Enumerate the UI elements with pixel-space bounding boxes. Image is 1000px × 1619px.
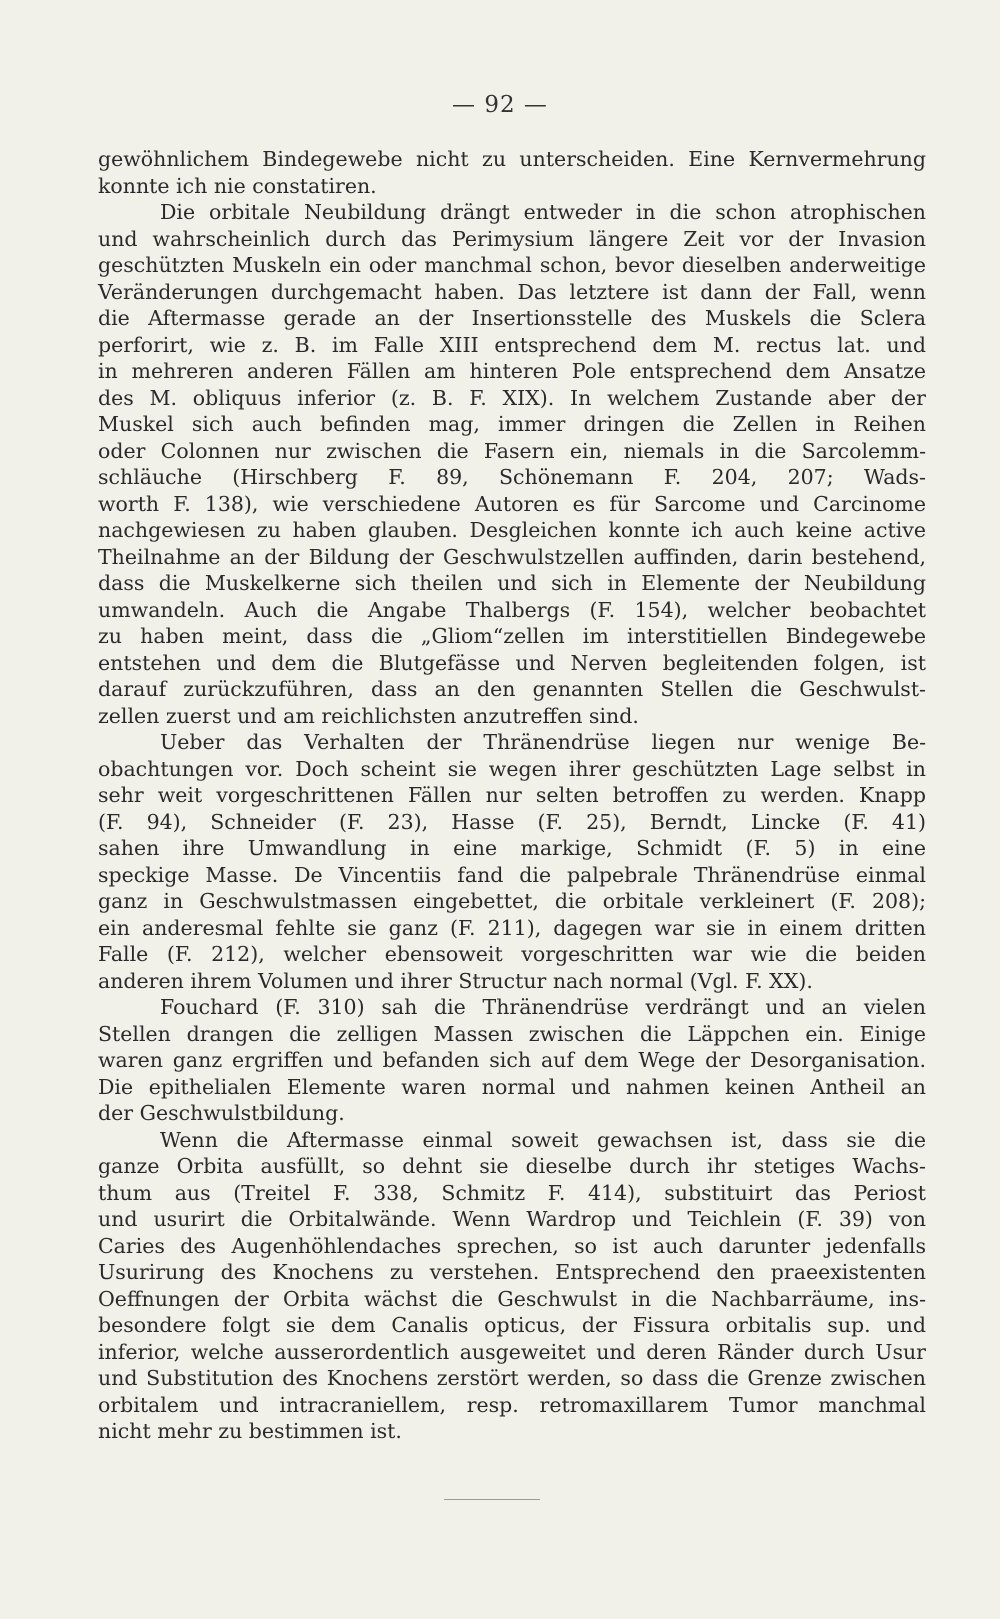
text-line: oder Colonnen nur zwischen die Fasern ein, niemals in die Sarcolemm- [98, 438, 926, 463]
text-line: umwandeln. Auch die Angabe Thalbergs (F. 154), welcher beobachtet [98, 597, 926, 622]
text-line: Stellen drangen die zelligen Massen zwischen die Läppchen ein. Einige [98, 1021, 926, 1046]
text-line: in mehreren anderen Fällen am hinteren Pole entsprechend dem Ansatze [98, 359, 926, 383]
text-line: schläuche (Hirschberg F. 89, Schönemann F. 204, 207; Wads- [98, 465, 926, 489]
page-number: — 92 — [452, 92, 548, 118]
text-line: und Substitution des Knochens zerstört werden, so dass die Grenze zwischen [98, 1366, 926, 1390]
text-line: entstehen und dem die Blutgefässe und Nerven begleitenden folgen, ist [98, 650, 926, 675]
text-line: die Aftermasse gerade an der Insertionsstelle des Muskels die Sclera [98, 306, 926, 330]
text-line: zellen zuerst und am reichlichsten anzutreffen sind. [98, 703, 639, 728]
text-line: ganze Orbita ausfüllt, so dehnt sie dieselbe durch ihr stetiges Wachs- [98, 1154, 926, 1178]
text-line: der Geschwulstbildung. [98, 1101, 345, 1125]
text-line: Muskel sich auch befinden mag, immer dringen die Zellen in Reihen [98, 412, 926, 436]
text-line: sahen ihre Umwandlung in eine markige, Schmidt (F. 5) in eine [98, 836, 926, 860]
text-line: anderen ihrem Volumen und ihrer Structur nach normal (Vgl. F. XX). [98, 968, 813, 993]
text-line: orbitalem und intracraniellem, resp. retromaxillarem Tumor manchmal [98, 1392, 926, 1417]
text-line: waren ganz ergriffen und befanden sich auf dem Wege der Desorganisation. [98, 1048, 926, 1072]
text-line: geschützten Muskeln ein oder manchmal schon, bevor dieselben anderweitige [98, 253, 926, 277]
text-line: inferior, welche ausserordentlich ausgeweitet und deren Ränder durch Usur [98, 1339, 926, 1364]
text-line: obachtungen vor. Doch scheint sie wegen ihrer geschützten Lage selbst in [98, 756, 926, 781]
text-line: perforirt, wie z. B. im Falle XIII entsprechend dem M. rectus lat. und [98, 332, 926, 357]
text-line: Oeffnungen der Orbita wächst die Geschwulst in die Nachbarräume, ins- [98, 1286, 926, 1311]
text-line: Ueber das Verhalten der Thränendrüse liegen nur wenige Be- [160, 730, 926, 754]
text-line: (F. 94), Schneider (F. 23), Hasse (F. 25), Berndt, Lincke (F. 41) [98, 809, 926, 834]
text-line: ganz in Geschwulstmassen eingebettet, die orbitale verkleinert (F. 208); [98, 889, 926, 913]
text-line: und wahrscheinlich durch das Perimysium längere Zeit vor der Invasion [98, 226, 926, 251]
text-line: nachgewiesen zu haben glauben. Desgleichen konnte ich auch keine active [98, 518, 926, 542]
text-line: Die epithelialen Elemente waren normal und nahmen keinen Antheil an [98, 1074, 926, 1099]
text-line: gewöhnlichem Bindegewebe nicht zu unterscheiden. Eine Kernvermehrung [98, 147, 926, 171]
end-rule [444, 1499, 540, 1500]
text-line: und usurirt die Orbitalwände. Wenn Wardrop und Teichlein (F. 39) von [98, 1207, 926, 1231]
text-line: thum aus (Treitel F. 338, Schmitz F. 414), substituirt das Periost [98, 1180, 926, 1205]
text-line: speckige Masse. De Vincentiis fand die palpebrale Thränendrüse einmal [98, 862, 926, 887]
text-line: Wenn die Aftermasse einmal soweit gewachsen ist, dass sie die [160, 1127, 926, 1152]
text-line: sehr weit vorgeschrittenen Fällen nur selten betroffen zu werden. Knapp [98, 783, 926, 807]
text-line: Fouchard (F. 310) sah die Thränendrüse verdrängt und an vielen [160, 995, 926, 1019]
text-line: Caries des Augenhöhlendaches sprechen, so ist auch darunter jedenfalls [98, 1233, 926, 1258]
text-line: Usurirung des Knochens zu verstehen. Entsprechend den praeexistenten [98, 1260, 926, 1284]
text-line: des M. obliquus inferior (z. B. F. XIX). In welchem Zustande aber der [98, 385, 926, 410]
text-line: worth F. 138), wie verschiedene Autoren es für Sarcome und Carcinome [98, 491, 926, 516]
text-line: zu haben meint, dass die „Gliom“zellen im interstitiellen Bindegewebe [98, 624, 926, 648]
text-line: nicht mehr zu bestimmen ist. [98, 1419, 402, 1443]
text-line: konnte ich nie constatiren. [98, 173, 377, 198]
text-line: Veränderungen durchgemacht haben. Das letztere ist dann der Fall, wenn [98, 279, 926, 304]
text-line: Theilnahme an der Bildung der Geschwulstzellen auffinden, darin bestehend, [98, 544, 926, 569]
text-line: besondere folgt sie dem Canalis opticus, der Fissura orbitalis sup. und [98, 1313, 926, 1337]
text-line: dass die Muskelkerne sich theilen und sich in Elemente der Neubildung [98, 571, 926, 595]
text-line: darauf zurückzuführen, dass an den genannten Stellen die Geschwulst- [98, 677, 926, 701]
text-line: ein anderesmal fehlte sie ganz (F. 211), dagegen war sie in einem dritten [98, 915, 926, 940]
text-line: Die orbitale Neubildung drängt entweder in die schon atrophischen [160, 200, 926, 224]
page-body-text [98, 146, 926, 1445]
text-line: Falle (F. 212), welcher ebensoweit vorgeschritten war wie die beiden [98, 942, 926, 966]
